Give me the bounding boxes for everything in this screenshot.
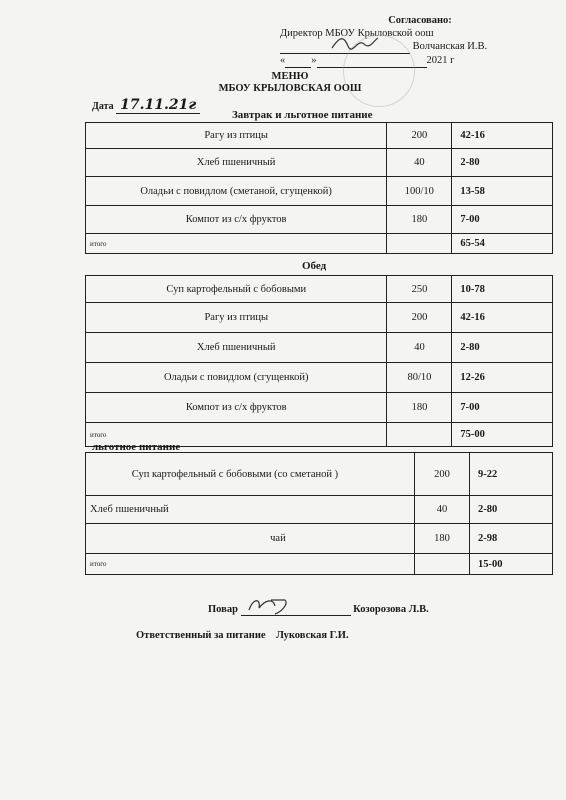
- table-row: Рагу из птицы 200 42-16: [86, 303, 553, 333]
- responsible-label: Ответственный за питание: [136, 630, 266, 641]
- date-value: 17.11.21г: [116, 97, 200, 114]
- total-row: итого 75-00: [86, 423, 553, 447]
- menu-title-block: [190, 71, 390, 95]
- menu-title: МЕНЮ: [271, 71, 309, 82]
- table-row: Хлеб пшеничный 40 2-80: [86, 149, 553, 177]
- responsible-name: Луковская Г.И.: [276, 630, 349, 641]
- approval-block: [280, 14, 560, 68]
- responsible-line: [136, 630, 349, 641]
- table-row: чай 180 2-98: [86, 524, 553, 554]
- table-row: Оладьи с повидлом (сгущенкой) 80/10 12-26: [86, 363, 553, 393]
- cook-name: Козорозова Л.В.: [353, 604, 429, 615]
- director-signature: [330, 34, 380, 52]
- table-row: Хлеб пшеничный 40 2-80: [86, 496, 553, 524]
- cook-signature: [245, 594, 295, 616]
- approval-name: Волчанская И.В.: [412, 41, 488, 52]
- table-row: Оладьи с повидлом (сметаной, сгущенкой) 100/10 13-58: [86, 177, 553, 206]
- school-name: МБОУ КРЫЛОВСКАЯ ООШ: [218, 83, 362, 94]
- section-title-breakfast: Завтрак и льготное питание: [232, 109, 373, 121]
- approval-position: Директор МБОУ Крыловской оош: [280, 28, 434, 39]
- table-row: Компот из с/х фруктов 180 7-00: [86, 206, 553, 234]
- total-row: итого 15-00: [86, 554, 553, 575]
- table-row: Рагу из птицы 200 42-16: [86, 123, 553, 149]
- date-label: Дата: [92, 101, 114, 112]
- benefit-table: [85, 452, 553, 575]
- section-title-lunch: Обед: [302, 260, 327, 272]
- approval-name-line: [280, 40, 560, 54]
- lunch-table: [85, 275, 553, 447]
- approval-year: 2021 г: [426, 55, 455, 66]
- section-title-benefit: льготное питание: [92, 441, 181, 453]
- table-row: Суп картофельный с бобовыми (со сметаной ) 200 9-22: [86, 453, 553, 496]
- date-line: [92, 97, 200, 113]
- total-row: итого 65-54: [86, 234, 553, 254]
- table-row: Хлеб пшеничный 40 2-80: [86, 333, 553, 363]
- approval-date-line: « » 2021 г: [280, 55, 455, 66]
- approval-title: Согласовано:: [388, 15, 452, 26]
- cook-signature-line: [208, 604, 429, 616]
- table-row: Компот из с/х фруктов 180 7-00: [86, 393, 553, 423]
- table-row: Суп картофельный с бобовыми 250 10-78: [86, 276, 553, 303]
- breakfast-table: [85, 122, 553, 254]
- cook-label: Повар: [208, 604, 238, 615]
